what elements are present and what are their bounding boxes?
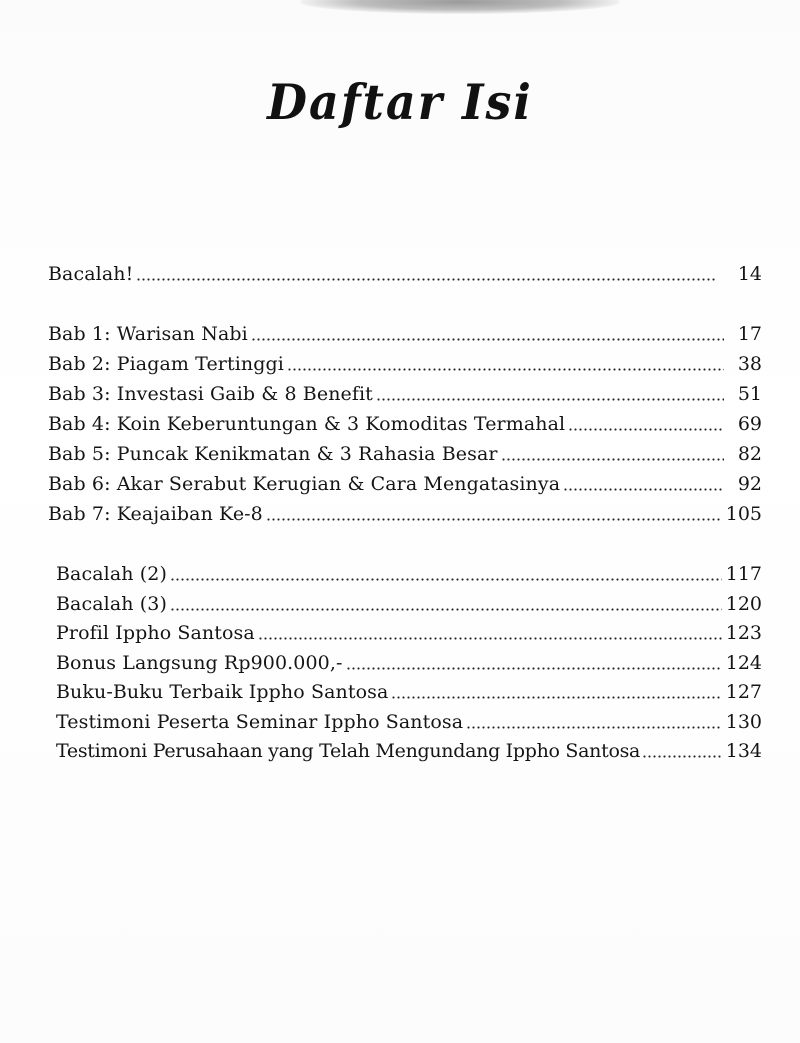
- toc-entry-label: Bab 4: Koin Keberuntungan & 3 Komoditas Termahal: [48, 413, 566, 435]
- toc-entry-bab-6: [48, 468, 762, 496]
- toc-entry-label: Bonus Langsung Rp900.000,-: [56, 652, 343, 674]
- toc-entry-label: Profil Ippho Santosa: [56, 622, 255, 644]
- toc-entry-label: Bab 3: Investasi Gaib & 8 Benefit: [48, 383, 373, 405]
- toc-entry-profil: [56, 617, 762, 645]
- toc-entry-page: 69: [737, 413, 762, 435]
- toc-entry-label: Bacalah (3): [56, 593, 167, 615]
- toc-entry-page: 134: [725, 740, 762, 762]
- toc-entry-page: 92: [737, 473, 762, 495]
- toc-entry-label: Testimoni Perusahaan yang Telah Mengundang Ippho Santosa: [56, 740, 641, 762]
- dot-leader: [466, 726, 722, 729]
- toc-entry-bonus: [56, 647, 762, 675]
- toc-entry-bab-3: [48, 378, 762, 406]
- dot-leader: [346, 667, 722, 670]
- dot-leader: [136, 278, 716, 281]
- dot-leader: [568, 428, 724, 431]
- dot-leader: [563, 488, 724, 491]
- toc-entry-page: 51: [737, 383, 762, 405]
- toc-entry-label: Bab 5: Puncak Kenikmatan & 3 Rahasia Besar: [48, 443, 498, 465]
- dot-leader: [287, 368, 724, 371]
- toc-entry-page: 17: [737, 323, 762, 345]
- toc-entry-page: 127: [725, 681, 762, 703]
- toc-entry-bab-4: [48, 408, 762, 436]
- toc-entry-page: 120: [725, 593, 762, 615]
- toc-entry-page: 82: [737, 443, 762, 465]
- toc-entry-bab-2: [48, 348, 762, 376]
- toc-entry-bacalah-3: [56, 588, 762, 616]
- toc-entry-bab-1: [48, 318, 762, 346]
- dot-leader: [266, 518, 722, 521]
- toc-entry-label: Bab 7: Keajaiban Ke-8: [48, 503, 263, 525]
- toc-entry-buku: [56, 676, 762, 704]
- toc-entry-testimoni-perusahaan: [56, 735, 762, 763]
- dot-leader: [258, 637, 722, 640]
- toc-entry-page: 38: [737, 353, 762, 375]
- dot-leader: [376, 398, 724, 401]
- toc-entry-page: 124: [725, 652, 762, 674]
- toc-entry-bacalah-2: [56, 558, 762, 586]
- dot-leader: [501, 458, 724, 461]
- scan-shadow: [300, 0, 620, 14]
- dot-leader: [391, 696, 721, 699]
- dot-leader: [251, 338, 724, 341]
- toc-entry-bab-7: [48, 498, 762, 526]
- toc-entry-page: 105: [725, 503, 762, 525]
- toc-entry-bab-5: [48, 438, 762, 466]
- page-title: Daftar Isi: [267, 73, 533, 131]
- toc-entry-label: Bab 6: Akar Serabut Kerugian & Cara Mengatasinya: [48, 473, 561, 495]
- dot-leader: [170, 578, 722, 581]
- toc-entry-label: Bab 1: Warisan Nabi: [48, 323, 248, 345]
- toc-entry-page: 14: [737, 263, 762, 285]
- dot-leader: [642, 755, 723, 758]
- toc-entry-label: Testimoni Peserta Seminar Ippho Santosa: [56, 711, 464, 733]
- toc-entry-label: Bacalah (2): [56, 563, 167, 585]
- toc-entry-label: Buku-Buku Terbaik Ippho Santosa: [56, 681, 389, 703]
- toc-entry-page: 130: [725, 711, 762, 733]
- toc-entry-label: Bab 2: Piagam Tertinggi: [48, 353, 284, 375]
- toc-entry-label: Bacalah!: [48, 263, 134, 285]
- toc-entry-page: 117: [725, 563, 762, 585]
- toc-entry-testimoni-peserta: [56, 706, 762, 734]
- toc-entry-page: 123: [725, 622, 762, 644]
- dot-leader: [170, 608, 722, 611]
- toc-entry-bacalah: [48, 258, 762, 286]
